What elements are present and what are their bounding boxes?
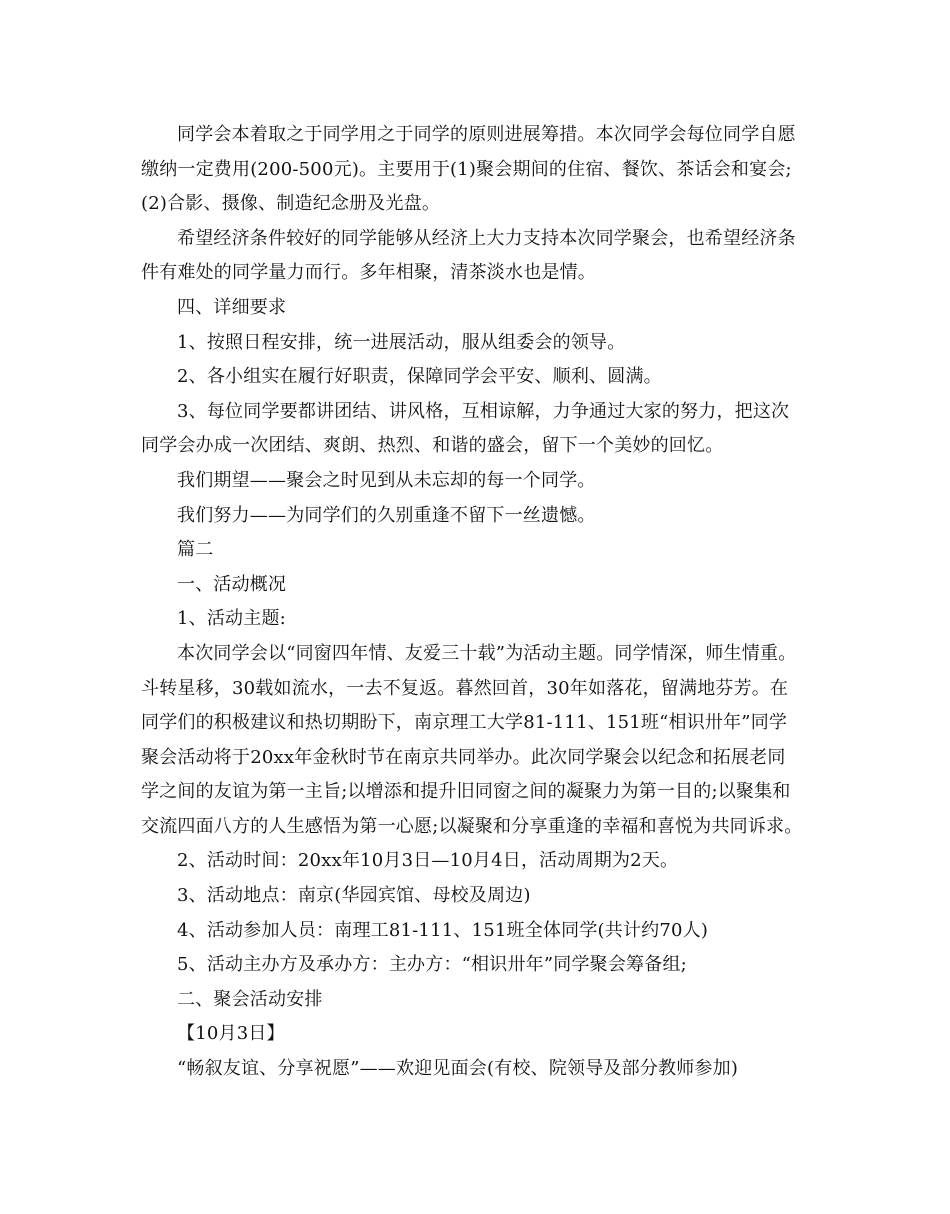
paragraph-line: 我们努力——为同学们的久别重逢不留下一丝遗憾。 [177,504,596,526]
section-heading: 四、详细要求 [177,296,287,318]
section-heading: 二、聚会活动安排 [177,988,323,1010]
list-item: 5、活动主办方及承办方：主办方：“相识卅年”同学聚会筹备组; [177,954,687,976]
paragraph-line: “畅叙友谊、分享祝愿”——欢迎见面会(有校、院领导及部分教师参加) [177,1058,739,1080]
list-item: 2、各小组实在履行好职责，保障同学会平安、顺利、圆满。 [177,366,662,388]
list-item: 1、按照日程安排，统一进展活动，服从组委会的领导。 [177,331,626,353]
list-item: 4、活动参加人员：南理工81-111、151班全体同学(共计约70人) [177,919,709,941]
paragraph-line: 聚会活动将于20xx年金秋时节在南京共同举办。此次同学聚会以纪念和拓展老同 [141,746,786,768]
paragraph-line: 本次同学会以“同窗四年情、友爱三十载”为活动主题。同学情深，师生情重。 [177,642,797,664]
subsection-heading: 1、活动主题: [177,608,286,630]
paragraph-line: 同学们的积极建议和热切期盼下，南京理工大学81-111、151班“相识卅年”同学 [141,712,788,734]
paragraph-line: 学之间的友谊为第一主旨;以增添和提升旧同窗之间的凝聚力为第一目的;以聚集和 [141,781,791,803]
paragraph-line: 交流四面八方的人生感悟为第一心愿;以凝聚和分享重逢的幸福和喜悦为共同诉求。 [141,815,803,837]
paragraph-line: 同学会本着取之于同学用之于同学的原则进展筹措。本次同学会每位同学自愿 [177,124,796,145]
paragraph-line: 件有难处的同学量力而行。多年相聚，清茶淡水也是情。 [141,262,596,284]
paragraph-line: (2)合影、摄像、制造纪念册及光盘。 [141,193,441,215]
paragraph-line: 缴纳一定费用(200-500元)。主要用于(1)聚会期间的住宿、餐饮、茶话会和宴会; [141,158,792,180]
list-item: 3、活动地点：南京(华园宾馆、母校及周边) [177,885,531,907]
part-heading: 篇二 [177,539,214,561]
document-body [141,118,821,1087]
paragraph-line: 同学会办成一次团结、爽朗、热烈、和谐的盛会，留下一个美妙的回忆。 [141,435,724,457]
date-heading: 【10月3日】 [177,1023,285,1045]
paragraph-line: 我们期望——聚会之时见到从未忘却的每一个同学。 [177,469,596,491]
paragraph-line: 斗转星移，30载如流水，一去不复返。暮然回首，30年如落花，留满地芬芳。在 [141,677,789,699]
list-item: 3、每位同学要都讲团结、讲风格，互相谅解，力争通过大家的努力，把这次 [177,400,790,422]
paragraph-line: 希望经济条件较好的同学能够从经济上大力支持本次同学聚会，也希望经济条 [177,227,796,249]
list-item: 2、活动时间：20xx年10月3日—10月4日，活动周期为2天。 [177,850,679,872]
section-heading: 一、活动概况 [177,573,287,595]
